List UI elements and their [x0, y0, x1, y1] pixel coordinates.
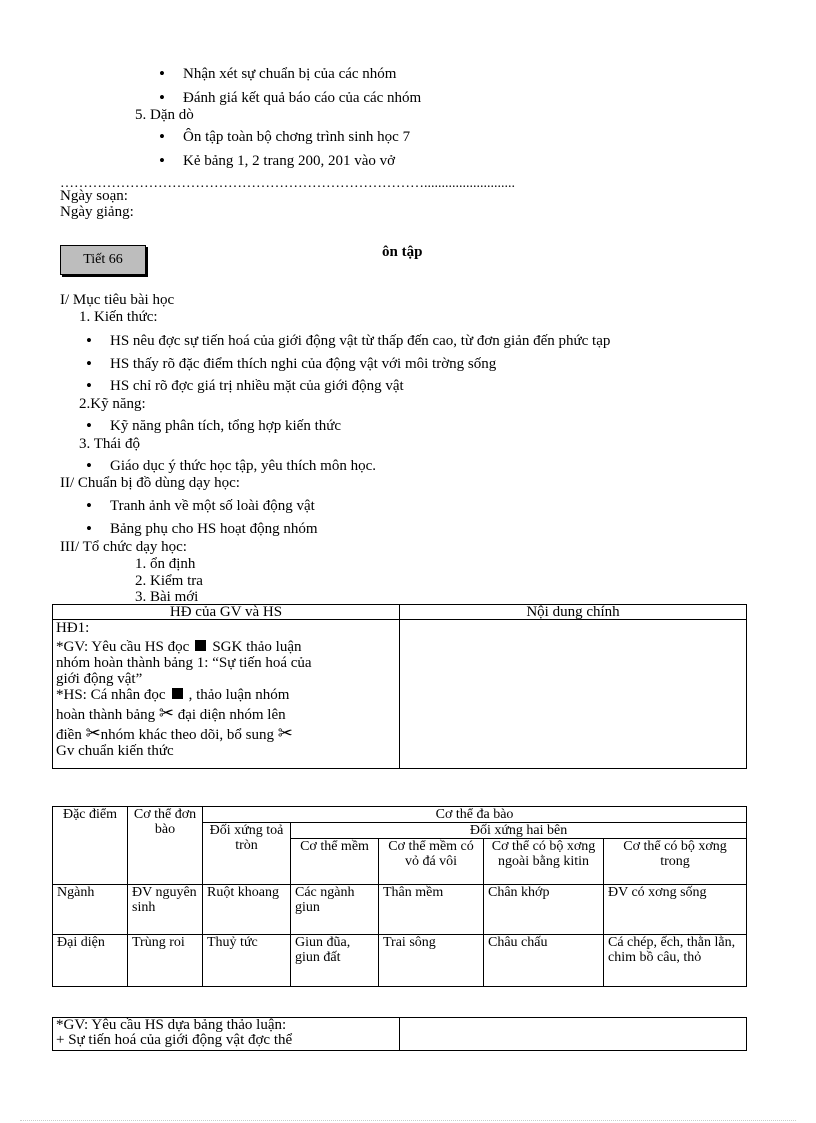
- knowledge-heading: 1. Kiến thức:: [79, 309, 158, 325]
- scissors-icon: ✂: [158, 703, 174, 723]
- discussion-content-cell: [400, 1018, 747, 1051]
- evolution-table: [52, 806, 747, 987]
- lesson-title: ôn tập: [382, 244, 423, 260]
- header-doi-xung-toa: Đối xứng toả tròn: [203, 823, 291, 885]
- table-row: [53, 885, 747, 935]
- hs-line: hoàn thành bảng ✂ đại diện nhóm lên: [56, 703, 286, 723]
- prep-item: • Bảng phụ cho HS hoạt động nhóm: [110, 521, 318, 538]
- knowledge-item: • HS thấy rõ đặc điểm thích nghi của động vật với môi trờng sống: [110, 356, 496, 373]
- cell: Ruột khoang: [203, 885, 291, 935]
- activity-cell: [53, 620, 400, 769]
- discussion-line: *GV: Yêu cầu HS dựa bảng thảo luận:: [56, 1017, 287, 1033]
- discussion-cell: [53, 1018, 400, 1051]
- header-doi-xung-hai-ben: Đối xứng hai bên: [291, 823, 747, 839]
- content-cell: [400, 620, 747, 769]
- header-trong: Cơ thể có bộ xơng trong: [604, 839, 747, 885]
- header-don-bao: Cơ thể đơn bào: [128, 807, 203, 885]
- discussion-table: [52, 1017, 747, 1051]
- cell: Châu chấu: [484, 935, 604, 987]
- scissors-icon: ✂: [85, 723, 101, 743]
- col-header-activity: HĐ của GV và HS: [53, 605, 400, 620]
- cell: Thân mềm: [379, 885, 484, 935]
- cell: ĐV có xơng sống: [604, 885, 747, 935]
- col-header-content: Nội dung chính: [400, 605, 747, 620]
- org-step: 2. Kiểm tra: [135, 573, 203, 589]
- header-ngoai: Cơ thể có bộ xơng ngoài bằng kitin: [484, 839, 604, 885]
- org-step: 1. ổn định: [135, 556, 196, 572]
- activity-table: [52, 604, 747, 769]
- attitude-item: • Giáo dục ý thức học tập, yêu thích môn học.: [110, 458, 376, 475]
- cell: ĐV nguyên sinh: [128, 885, 203, 935]
- gv-line: nhóm hoàn thành bảng 1: “Sự tiến hoá của: [56, 655, 312, 671]
- bullet-item: • Nhận xét sự chuẩn bị của các nhóm: [183, 66, 396, 83]
- hs-line: *HS: Cá nhân đọc , thảo luận nhóm: [56, 687, 290, 703]
- square-icon: [195, 640, 206, 651]
- dotted-separator: ……………………………………………………………………..........................: [60, 176, 515, 191]
- page-bottom-line: [20, 1120, 796, 1121]
- cell: Trùng roi: [128, 935, 203, 987]
- ngay-soan: Ngày soạn:: [60, 188, 128, 204]
- bullet-item: • Kẻ bảng 1, 2 trang 200, 201 vào vở: [183, 153, 395, 170]
- cell: Cá chép, ếch, thằn lằn, chim bồ câu, thỏ: [604, 935, 747, 987]
- header-vo: Cơ thể mềm có vỏ đá vôi: [379, 839, 484, 885]
- header-mem: Cơ thể mềm: [291, 839, 379, 885]
- cell: Thuỷ tức: [203, 935, 291, 987]
- ngay-giang: Ngày giảng:: [60, 204, 134, 220]
- skill-heading: 2.Kỹ năng:: [79, 396, 146, 412]
- gv-conclusion: Gv chuẩn kiến thức: [56, 743, 174, 759]
- gv-line: giới động vật”: [56, 671, 143, 687]
- prep-heading: II/ Chuẩn bị đồ dùng dạy học:: [60, 475, 240, 491]
- cell: Chân khớp: [484, 885, 604, 935]
- bullet-item: • Đánh giá kết quả báo cáo của các nhóm: [183, 90, 421, 107]
- cell: Trai sông: [379, 935, 484, 987]
- org-heading: III/ Tổ chức dạy học:: [60, 539, 187, 555]
- list-item-5: 5. Dặn dò: [135, 107, 194, 123]
- hd1-label: HĐ1:: [56, 620, 90, 636]
- knowledge-item: • HS nêu đợc sự tiến hoá của giới động vật từ thấp đến cao, từ đơn giản đến phức tạp: [110, 333, 610, 350]
- org-step: 3. Bài mới: [135, 589, 199, 605]
- prep-item: • Tranh ảnh về một số loài động vật: [110, 498, 315, 515]
- cell: Ngành: [53, 885, 128, 935]
- lesson-number-box: Tiết 66: [60, 245, 146, 275]
- header-dac-diem: Đặc điểm: [53, 807, 128, 885]
- discussion-line: + Sự tiến hoá của giới động vật đợc thể: [56, 1032, 293, 1048]
- hs-line: điền ✂nhóm khác theo dõi, bổ sung ✂: [56, 723, 293, 743]
- knowledge-item: • HS chỉ rõ đợc giá trị nhiều mặt của giới động vật: [110, 378, 404, 395]
- square-icon: [172, 688, 183, 699]
- bullet-item: • Ôn tập toàn bộ chơng trình sinh học 7: [183, 129, 410, 146]
- cell: Đại diện: [53, 935, 128, 987]
- cell: Giun đũa, giun đất: [291, 935, 379, 987]
- table-row: [53, 935, 747, 987]
- scissors-icon: ✂: [277, 723, 293, 743]
- attitude-heading: 3. Thái độ: [79, 436, 140, 452]
- cell: Các ngành giun: [291, 885, 379, 935]
- gv-line: *GV: Yêu cầu HS đọc SGK thảo luận: [56, 639, 302, 655]
- objectives-heading: I/ Mục tiêu bài học: [60, 292, 175, 308]
- header-da-bao: Cơ thể đa bào: [203, 807, 747, 823]
- skill-item: • Kỹ năng phân tích, tổng hợp kiến thức: [110, 418, 341, 435]
